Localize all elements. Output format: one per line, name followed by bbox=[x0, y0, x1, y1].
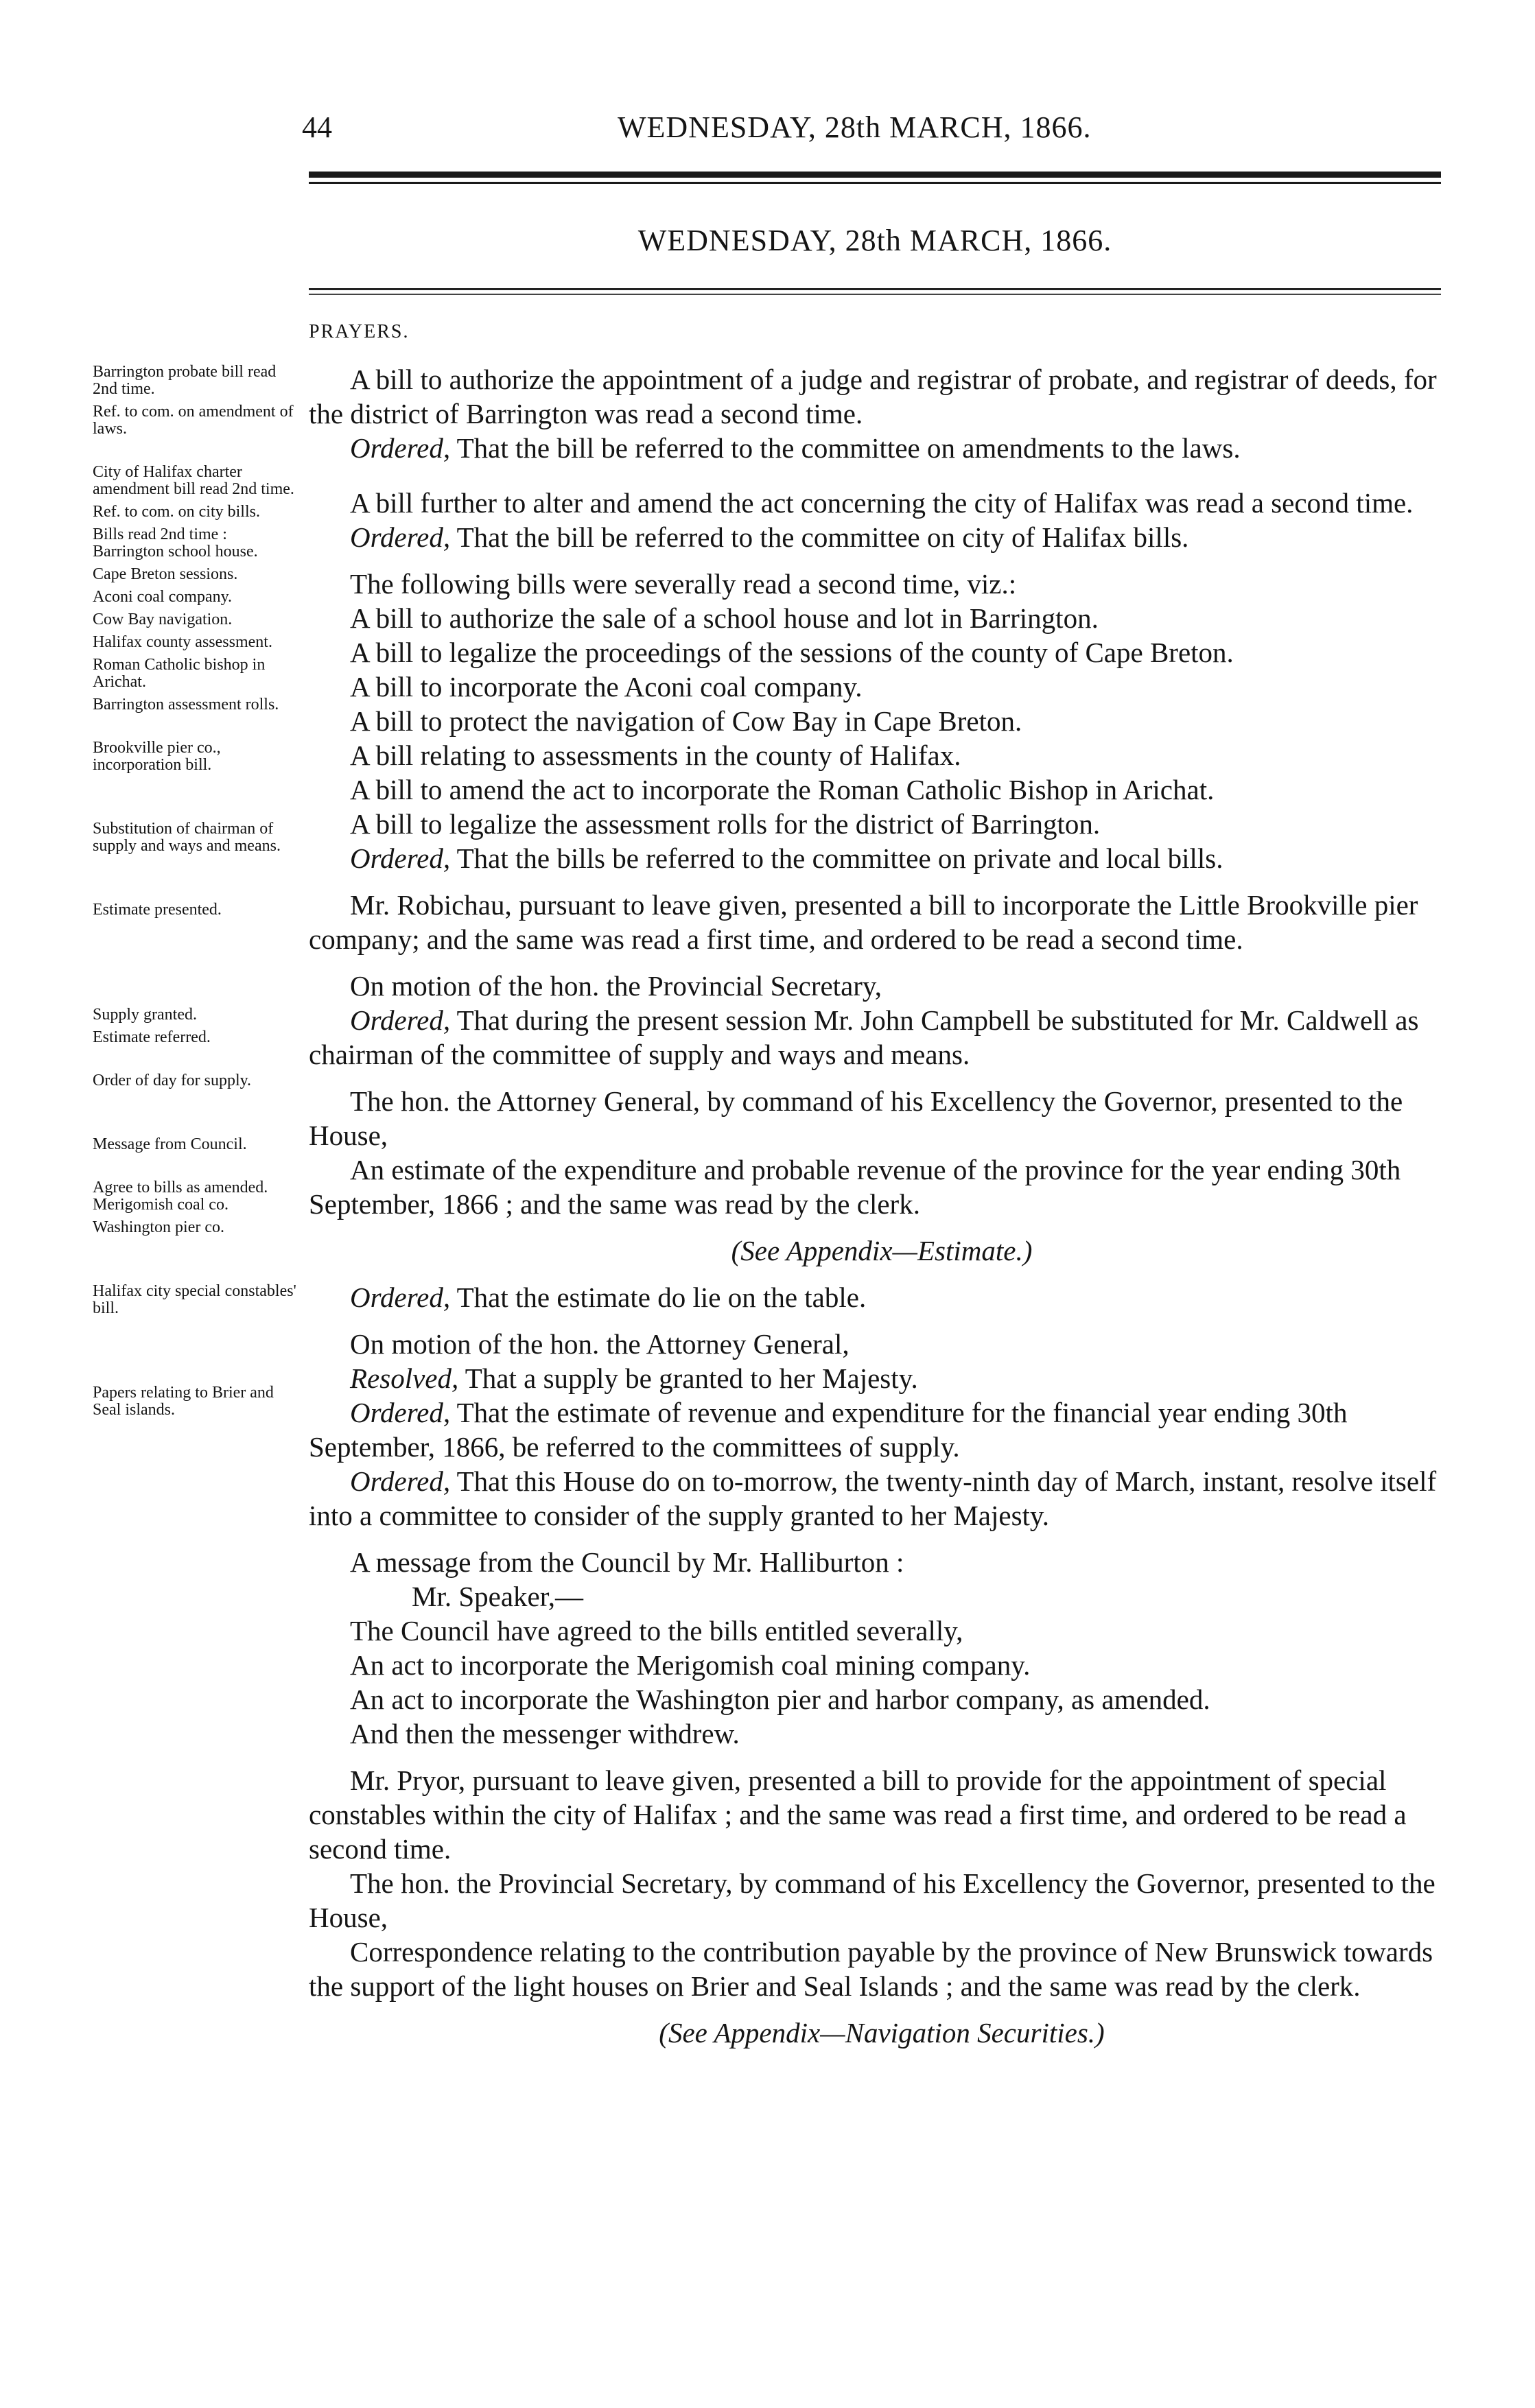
ordered-label: Ordered, bbox=[350, 432, 451, 464]
title-rule-thin bbox=[309, 294, 1441, 295]
paragraph: The Council have agreed to the bills entitled severally, bbox=[350, 1615, 963, 1646]
margin-note: Ref. to com. on city bills. bbox=[93, 503, 260, 521]
margin-note: Bills read 2nd time : Barrington school house. bbox=[93, 526, 258, 560]
margin-note: Supply granted. bbox=[93, 1006, 197, 1024]
list-item: A bill to amend the act to incorporate the Roman Catholic Bishop in Arichat. bbox=[350, 774, 1215, 805]
margin-note: Washington pier co. bbox=[93, 1218, 225, 1236]
paragraph: Ordered, That the bill be referred to the committee on city of Halifax bills. bbox=[350, 521, 1189, 553]
paragraph: An estimate of the expenditure and probable revenue of the province for the year ending 30th September, 1866 ; and the same was read by the clerk. bbox=[309, 1154, 1401, 1220]
paragraph: An act to incorporate the Merigomish coal mining company. bbox=[350, 1649, 1031, 1681]
page-number: 44 bbox=[302, 110, 332, 144]
paragraph: A message from the Council by Mr. Halliburton : bbox=[350, 1546, 904, 1578]
paragraph: Resolved, That a supply be granted to her Majesty. bbox=[350, 1362, 918, 1394]
margin-notes bbox=[93, 364, 298, 1424]
paragraph: Ordered, That during the present session Mr. John Campbell be substituted for Mr. Caldwell as chairman of the committee of supply and ways and means. bbox=[309, 1004, 1419, 1070]
paragraph: Mr. Pryor, pursuant to leave given, presented a bill to provide for the appointment of special constables within the city of Halifax ; and the same was read a first time, and ordered to be read a second time. bbox=[309, 1764, 1407, 1865]
paragraph: Ordered, That the bills be referred to the committee on private and local bills. bbox=[350, 842, 1223, 874]
paragraph: The following bills were severally read a second time, viz.: bbox=[350, 568, 1017, 600]
margin-note: Barrington assessment rolls. bbox=[93, 696, 279, 713]
appendix-reference: (See Appendix—Navigation Securities.) bbox=[659, 2017, 1105, 2049]
paragraph: Ordered, That this House do on to-morrow, the twenty-ninth day of March, instant, resolve itself into a committee to consider of the supply granted to her Majesty. bbox=[309, 1465, 1437, 1531]
list-item: A bill relating to assessments in the county of Halifax. bbox=[350, 740, 961, 771]
paragraph: On motion of the hon. the Provincial Secretary, bbox=[350, 970, 882, 1002]
margin-note: Aconi coal company. bbox=[93, 588, 233, 606]
paragraph: And then the messenger withdrew. bbox=[350, 1718, 740, 1749]
header-rule-thick bbox=[309, 172, 1441, 178]
date-title: WEDNESDAY, 28th MARCH, 1866. bbox=[637, 224, 1112, 257]
paragraph: The hon. the Provincial Secretary, by command of his Excellency the Governor, presented to the House, bbox=[309, 1867, 1436, 1933]
margin-note: Halifax county assessment. bbox=[93, 633, 272, 651]
paragraph: Ordered, That the estimate of revenue and expenditure for the financial year ending 30th September, 1866, be referred to the committees of supply. bbox=[309, 1397, 1348, 1463]
paragraph: Ordered, That the bill be referred to the committee on amendments to the laws. bbox=[350, 432, 1241, 464]
margin-note: Estimate referred. bbox=[93, 1028, 211, 1046]
margin-note: City of Halifax charter amendment bill read 2nd time. bbox=[93, 463, 294, 498]
margin-note: Substitution of chairman of supply and ways and means. bbox=[93, 820, 281, 855]
list-item: A bill to authorize the sale of a school house and lot in Barrington. bbox=[350, 602, 1099, 634]
page-header bbox=[302, 110, 1441, 158]
margin-note: Ref. to com. on amendment of laws. bbox=[93, 403, 294, 438]
running-head: WEDNESDAY, 28th MARCH, 1866. bbox=[618, 110, 1092, 144]
margin-note: Estimate presented. bbox=[93, 901, 222, 919]
margin-note: Cow Bay navigation. bbox=[93, 611, 233, 628]
paragraph: Mr. Speaker,— bbox=[412, 1581, 584, 1612]
list-item: A bill to legalize the proceedings of the sessions of the county of Cape Breton. bbox=[350, 637, 1234, 668]
paragraph: Ordered, That the estimate do lie on the table. bbox=[350, 1282, 867, 1313]
header-rule-thin bbox=[309, 182, 1441, 184]
prayers-heading: PRAYERS. bbox=[309, 321, 410, 342]
margin-note: Brookville pier co., incorporation bill. bbox=[93, 739, 221, 774]
margin-note: Papers relating to Brier and Seal islands. bbox=[93, 1384, 274, 1419]
paragraph: On motion of the hon. the Attorney General, bbox=[350, 1328, 849, 1360]
appendix-reference: (See Appendix—Estimate.) bbox=[731, 1235, 1033, 1266]
margin-note: Roman Catholic bishop in Arichat. bbox=[93, 656, 266, 691]
list-item: A bill to incorporate the Aconi coal company. bbox=[350, 671, 863, 703]
paragraph: The hon. the Attorney General, by command of his Excellency the Governor, presented to the House, bbox=[309, 1085, 1403, 1151]
margin-note: Agree to bills as amended. Merigomish coal co. bbox=[93, 1179, 268, 1214]
paragraph: Mr. Robichau, pursuant to leave given, presented a bill to incorporate the Little Brookville pier company; and the same was read a first time, and ordered to be read a second time. bbox=[309, 889, 1418, 955]
paragraph: An act to incorporate the Washington pier and harbor company, as amended. bbox=[350, 1684, 1210, 1715]
margin-note: Barrington probate bill read 2nd time. bbox=[93, 363, 277, 398]
title-rule bbox=[309, 288, 1441, 290]
margin-note: Halifax city special constables' bill. bbox=[93, 1282, 296, 1317]
paragraph: A bill further to alter and amend the act concerning the city of Halifax was read a second time. bbox=[350, 487, 1414, 519]
list-item: A bill to legalize the assessment rolls for the district of Barrington. bbox=[350, 808, 1101, 840]
paragraph: Correspondence relating to the contribution payable by the province of New Brunswick towards the support of the light houses on Brier and Seal Islands ; and the same was read by the clerk. bbox=[309, 1936, 1433, 2002]
margin-note: Cape Breton sessions. bbox=[93, 565, 238, 583]
journal-body bbox=[309, 362, 1455, 2050]
margin-note: Order of day for supply. bbox=[93, 1072, 252, 1089]
paragraph: A bill to authorize the appointment of a judge and registrar of probate, and registrar of deeds, for the district of Barrington was read a second time. bbox=[309, 364, 1437, 429]
list-item: A bill to protect the navigation of Cow Bay in Cape Breton. bbox=[350, 705, 1022, 737]
margin-note: Message from Council. bbox=[93, 1135, 247, 1153]
